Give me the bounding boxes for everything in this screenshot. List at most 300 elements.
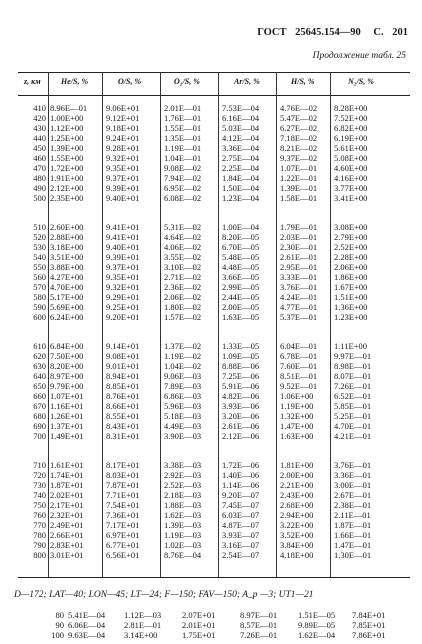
o-cell: 9.35E+01 <box>106 272 140 282</box>
he-cell: 5.41E—04 <box>68 610 106 620</box>
ar-cell: 3.66E—05 <box>222 272 260 282</box>
n2-cell: 3.00E—01 <box>334 480 372 490</box>
n2-cell: 2.79E+00 <box>334 232 368 242</box>
h-cell: 4.76E—02 <box>280 103 318 113</box>
column-ar <box>222 341 274 441</box>
n2-cell: 1.66E—01 <box>334 530 372 540</box>
ar-cell: 4.82E—06 <box>222 391 260 401</box>
altitude-cell: 610 <box>33 341 46 351</box>
n2-cell: 4.21E—01 <box>334 431 372 441</box>
h-cell: 1.32E+00 <box>280 411 314 421</box>
o2-cell: 1.02E—03 <box>164 540 202 550</box>
he-cell: 4.27E+00 <box>50 272 84 282</box>
o2-cell: 1.04E—01 <box>164 153 202 163</box>
column-header-o: O/S, % <box>118 77 142 86</box>
o-cell: 9.06E+01 <box>106 103 140 113</box>
n2-cell: 3.36E—01 <box>334 470 372 480</box>
he-cell: 4.70E+00 <box>50 282 84 292</box>
o-cell: 8.94E+01 <box>106 371 140 381</box>
o-cell: 9.35E+01 <box>106 163 140 173</box>
ar-cell: 8.20E—05 <box>222 232 260 242</box>
ar-cell: 7.45E—07 <box>222 500 260 510</box>
n2-cell: 1.87E—01 <box>334 520 372 530</box>
o2-cell: 1.35E—01 <box>164 133 202 143</box>
h-cell: 7.60E—01 <box>280 361 318 371</box>
ar-cell: 2.99E—05 <box>222 282 260 292</box>
altitude-cell: 790 <box>33 540 46 550</box>
ar-cell: 3.93E—07 <box>222 530 260 540</box>
column-o <box>106 341 158 441</box>
column-ar <box>240 610 292 640</box>
altitude-cell: 500 <box>33 193 46 203</box>
altitude-cell: 570 <box>33 282 46 292</box>
altitude-cell: 660 <box>33 391 46 401</box>
o-cell: 8.66E+01 <box>106 401 140 411</box>
n2-cell: 7.86E+01 <box>352 630 386 640</box>
ar-cell: 7.25E—06 <box>222 371 260 381</box>
column-z <box>20 460 46 560</box>
h-cell: 1.51E—05 <box>298 610 336 620</box>
h-cell: 2.21E+00 <box>280 480 314 490</box>
o2-cell: 3.90E—03 <box>164 431 202 441</box>
o2-cell: 1.04E—02 <box>164 361 202 371</box>
column-ar <box>222 222 274 322</box>
altitude-cell: 560 <box>33 272 46 282</box>
ar-cell: 7.26E—01 <box>240 630 278 640</box>
o-cell: 8.55E+01 <box>106 411 140 421</box>
ar-cell: 1.14E—06 <box>222 480 260 490</box>
o2-cell: 5.31E—02 <box>164 222 202 232</box>
n2-cell: 3.41E+00 <box>334 193 368 203</box>
column-he <box>50 103 100 203</box>
o2-cell: 2.01E—01 <box>164 103 202 113</box>
o2-cell: 1.80E—02 <box>164 302 202 312</box>
o-cell: 8.31E+01 <box>106 431 140 441</box>
column-h <box>280 341 330 441</box>
he-cell: 8.20E+00 <box>50 361 84 371</box>
he-cell: 2.32E+01 <box>50 510 84 520</box>
o-cell: 9.32E+01 <box>106 153 140 163</box>
o-cell: 7.17E+01 <box>106 520 140 530</box>
he-cell: 1.49E+01 <box>50 431 84 441</box>
ar-cell: 2.44E—05 <box>222 292 260 302</box>
h-cell: 2.03E—01 <box>280 232 318 242</box>
n2-cell: 3.76E—01 <box>334 460 372 470</box>
n2-cell: 2.06E+00 <box>334 262 368 272</box>
o2-cell: 5.96E—03 <box>164 401 202 411</box>
o2-cell: 4.64E—02 <box>164 232 202 242</box>
n2-cell: 1.51E+00 <box>334 292 368 302</box>
altitude-cell: 530 <box>33 242 46 252</box>
altitude-cell: 760 <box>33 510 46 520</box>
he-cell: 1.07E+01 <box>50 391 84 401</box>
h-cell: 3.33E—01 <box>280 272 318 282</box>
altitude-cell: 600 <box>33 312 46 322</box>
he-cell: 1.74E+01 <box>50 470 84 480</box>
ar-cell: 1.72E—06 <box>222 460 260 470</box>
n2-cell: 2.38E—01 <box>334 500 372 510</box>
o2-cell: 6.86E—03 <box>164 391 202 401</box>
altitude-cell: 630 <box>33 361 46 371</box>
column-n2 <box>334 103 386 203</box>
o2-cell: 9.08E—02 <box>164 163 202 173</box>
o-cell: 3.14E+00 <box>124 630 158 640</box>
o-cell: 8.85E+01 <box>106 381 140 391</box>
n2-cell: 7.85E+01 <box>352 620 386 630</box>
altitude-cell: 690 <box>33 421 46 431</box>
n2-cell: 5.85E—01 <box>334 401 372 411</box>
ar-cell: 3.16E—07 <box>222 540 260 550</box>
h-cell: 8.51E—01 <box>280 371 318 381</box>
h-cell: 4.77E—01 <box>280 302 318 312</box>
o2-cell: 1.75E+01 <box>182 630 216 640</box>
o-cell: 8.17E+01 <box>106 460 140 470</box>
n2-cell: 5.61E+00 <box>334 143 368 153</box>
o2-cell: 4.06E—02 <box>164 242 202 252</box>
n2-cell: 7.84E+01 <box>352 610 386 620</box>
column-o2 <box>164 460 216 560</box>
ar-cell: 1.50E—04 <box>222 183 260 193</box>
o-cell: 9.40E+01 <box>106 242 140 252</box>
ar-cell: 8.88E—06 <box>222 361 260 371</box>
o2-cell: 1.57E—02 <box>164 312 202 322</box>
he-cell: 1.25E+00 <box>50 133 84 143</box>
n2-cell: 2.28E+00 <box>334 252 368 262</box>
o-cell: 9.41E+01 <box>106 232 140 242</box>
o2-cell: 1.55E—01 <box>164 123 202 133</box>
ar-cell: 2.54E—07 <box>222 550 260 560</box>
data-block <box>0 460 422 564</box>
o-cell: 9.12E+01 <box>106 113 140 123</box>
h-cell: 2.61E—01 <box>280 252 318 262</box>
table-bottom-rule <box>18 577 410 578</box>
o2-cell: 2.18E—03 <box>164 490 202 500</box>
n2-cell: 1.86E+00 <box>334 272 368 282</box>
column-h <box>280 222 330 322</box>
o2-cell: 1.19E—03 <box>164 530 202 540</box>
he-cell: 9.63E—04 <box>68 630 106 640</box>
o2-cell: 1.39E—03 <box>164 520 202 530</box>
he-cell: 1.16E+01 <box>50 401 84 411</box>
o2-cell: 3.55E—02 <box>164 252 202 262</box>
h-cell: 1.19E+00 <box>280 401 314 411</box>
altitude-cell: 450 <box>33 143 46 153</box>
h-cell: 6.27E—02 <box>280 123 318 133</box>
n2-cell: 7.52E+00 <box>334 113 368 123</box>
ar-cell: 1.63E—05 <box>222 312 260 322</box>
n2-cell: 6.19E+00 <box>334 133 368 143</box>
column-header-o2: O₂/S, % <box>174 77 200 86</box>
h-cell: 1.81E+00 <box>280 460 314 470</box>
h-cell: 1.39E—01 <box>280 183 318 193</box>
n2-cell: 2.67E—01 <box>334 490 372 500</box>
h-cell: 4.24E—01 <box>280 292 318 302</box>
he-cell: 1.72E+00 <box>50 163 84 173</box>
altitude-cell: 590 <box>33 302 46 312</box>
o-cell: 9.18E+01 <box>106 123 140 133</box>
conditions-note: D—172; LAT—40; LON—45; LT—24; F—150; FAV—150; A_p —3; UT1—21 <box>14 590 314 600</box>
o-cell: 9.37E+01 <box>106 262 140 272</box>
ar-cell: 6.16E—04 <box>222 113 260 123</box>
h-cell: 9.52E—01 <box>280 381 318 391</box>
ar-cell: 7.53E—04 <box>222 103 260 113</box>
he-cell: 7.50E+00 <box>50 351 84 361</box>
o2-cell: 7.94E—02 <box>164 173 202 183</box>
h-cell: 5.37E—01 <box>280 312 318 322</box>
ar-cell: 2.00E—05 <box>222 302 260 312</box>
h-cell: 9.89E—05 <box>298 620 336 630</box>
n2-cell: 5.08E+00 <box>334 153 368 163</box>
o2-cell: 6.08E—02 <box>164 193 202 203</box>
column-ar <box>222 460 274 560</box>
h-cell: 5.47E—02 <box>280 113 318 123</box>
data-block <box>0 341 422 445</box>
n2-cell: 5.25E—01 <box>334 411 372 421</box>
ar-cell: 8.57E—01 <box>240 620 278 630</box>
ar-cell: 2.61E—06 <box>222 421 260 431</box>
altitude-cell: 680 <box>33 411 46 421</box>
tail-block <box>18 610 410 644</box>
data-block <box>0 103 422 207</box>
h-cell: 1.07E—01 <box>280 163 318 173</box>
o-cell: 1.12E—03 <box>124 610 162 620</box>
o-cell: 9.39E+01 <box>106 252 140 262</box>
ar-cell: 3.36E—04 <box>222 143 260 153</box>
he-cell: 1.61E+01 <box>50 460 84 470</box>
o-cell: 7.36E+01 <box>106 510 140 520</box>
he-cell: 2.17E+01 <box>50 500 84 510</box>
table-header-rule <box>18 95 410 96</box>
o2-cell: 1.76E—01 <box>164 113 202 123</box>
o2-cell: 2.52E—03 <box>164 480 202 490</box>
o2-cell: 2.71E—02 <box>164 272 202 282</box>
n2-cell: 2.11E—01 <box>334 510 371 520</box>
altitude-cell: 770 <box>33 520 46 530</box>
page-prefix: С. <box>373 27 384 38</box>
he-cell: 8.96E—01 <box>50 103 88 113</box>
ar-cell: 3.93E—06 <box>222 401 260 411</box>
altitude-cell: 580 <box>33 292 46 302</box>
he-cell: 9.79E+00 <box>50 381 84 391</box>
altitude-cell: 740 <box>33 490 46 500</box>
column-o <box>106 460 158 560</box>
o2-cell: 5.18E—03 <box>164 411 202 421</box>
column-header-z: z, км <box>24 77 41 86</box>
o2-cell: 9.06E—03 <box>164 371 202 381</box>
n2-cell: 1.30E—01 <box>334 550 372 560</box>
altitude-cell: 430 <box>33 123 46 133</box>
table-continuation-label: Продолжение табл. 25 <box>312 51 406 61</box>
altitude-cell: 640 <box>33 371 46 381</box>
h-cell: 1.62E—04 <box>298 630 336 640</box>
h-cell: 3.52E+00 <box>280 530 314 540</box>
h-cell: 1.47E+00 <box>280 421 314 431</box>
o2-cell: 3.10E—02 <box>164 262 202 272</box>
altitude-cell: 710 <box>33 460 46 470</box>
h-cell: 2.95E—01 <box>280 262 318 272</box>
o2-cell: 8.76E—04 <box>164 550 202 560</box>
o2-cell: 2.01E+01 <box>182 620 216 630</box>
he-cell: 1.37E+01 <box>50 421 84 431</box>
he-cell: 3.18E+00 <box>50 242 84 252</box>
o-cell: 9.40E+01 <box>106 193 140 203</box>
altitude-cell: 540 <box>33 252 46 262</box>
column-z <box>20 222 46 322</box>
he-cell: 2.02E+01 <box>50 490 84 500</box>
o-cell: 7.54E+01 <box>106 500 140 510</box>
n2-cell: 4.16E+00 <box>334 173 368 183</box>
n2-cell: 6.82E+00 <box>334 123 368 133</box>
column-n2 <box>352 610 404 640</box>
column-z <box>38 610 64 640</box>
ar-cell: 4.12E—04 <box>222 133 260 143</box>
he-cell: 3.01E+01 <box>50 550 84 560</box>
altitude-cell: 780 <box>33 530 46 540</box>
altitude-cell: 650 <box>33 381 46 391</box>
column-n2 <box>334 460 386 560</box>
o-cell: 9.01E+01 <box>106 361 140 371</box>
column-o <box>106 222 158 322</box>
he-cell: 2.88E+00 <box>50 232 84 242</box>
altitude-cell: 750 <box>33 500 46 510</box>
o2-cell: 2.06E—02 <box>164 292 202 302</box>
o2-cell: 1.37E—02 <box>164 341 202 351</box>
altitude-cell: 460 <box>33 153 46 163</box>
he-cell: 6.06E—04 <box>68 620 106 630</box>
h-cell: 2.94E+00 <box>280 510 314 520</box>
ar-cell: 6.03E—07 <box>222 510 260 520</box>
o2-cell: 1.62E—03 <box>164 510 202 520</box>
o-cell: 6.77E+01 <box>106 540 140 550</box>
ar-cell: 5.03E—04 <box>222 123 260 133</box>
column-header-ar: Ar/S, % <box>234 77 260 86</box>
column-o <box>106 103 158 203</box>
column-h <box>280 103 330 203</box>
o-cell: 9.39E+01 <box>106 183 140 193</box>
he-cell: 1.55E+00 <box>50 153 84 163</box>
o2-cell: 2.36E—02 <box>164 282 202 292</box>
he-cell: 1.26E+01 <box>50 411 84 421</box>
column-header-h: H/S, % <box>291 77 315 86</box>
column-he <box>68 610 118 640</box>
altitude-cell: 520 <box>33 232 46 242</box>
h-cell: 3.84E+00 <box>280 540 314 550</box>
o2-cell: 4.49E—03 <box>164 421 202 431</box>
n2-cell: 1.47E—01 <box>334 540 372 550</box>
column-h <box>298 610 348 640</box>
h-cell: 1.58E—01 <box>280 193 318 203</box>
o-cell: 9.14E+01 <box>106 341 140 351</box>
o-cell: 6.97E+01 <box>106 530 140 540</box>
column-he <box>50 341 100 441</box>
n2-cell: 8.28E+00 <box>334 103 368 113</box>
altitude-cell: 480 <box>33 173 46 183</box>
h-cell: 8.21E—02 <box>280 143 318 153</box>
ar-cell: 3.20E—06 <box>222 411 260 421</box>
n2-cell: 8.98E—01 <box>334 361 372 371</box>
h-cell: 2.30E—01 <box>280 242 318 252</box>
altitude-cell: 730 <box>33 480 46 490</box>
h-cell: 1.06E+00 <box>280 391 314 401</box>
h-cell: 3.76E—01 <box>280 282 318 292</box>
he-cell: 3.51E+00 <box>50 252 84 262</box>
altitude-cell: 550 <box>33 262 46 272</box>
he-cell: 2.35E+00 <box>50 193 84 203</box>
altitude-cell: 800 <box>33 550 46 560</box>
he-cell: 6.24E+00 <box>50 312 84 322</box>
h-cell: 3.22E+00 <box>280 520 314 530</box>
he-cell: 5.17E+00 <box>50 292 84 302</box>
column-ar <box>222 103 274 203</box>
h-cell: 1.22E—01 <box>280 173 318 183</box>
he-cell: 5.69E+00 <box>50 302 84 312</box>
ar-cell: 1.33E—05 <box>222 341 260 351</box>
o-cell: 9.41E+01 <box>106 222 140 232</box>
ar-cell: 1.40E—06 <box>222 470 260 480</box>
altitude-cell: 490 <box>33 183 46 193</box>
he-cell: 1.87E+01 <box>50 480 84 490</box>
column-he <box>50 222 100 322</box>
column-z <box>20 341 46 441</box>
altitude-cell: 90 <box>55 620 64 630</box>
ar-cell: 4.48E—05 <box>222 262 260 272</box>
he-cell: 2.66E+01 <box>50 530 84 540</box>
standard-number: 25645.154—90 <box>295 27 361 38</box>
column-header-n2: N₂/S, % <box>348 77 374 86</box>
o-cell: 9.28E+01 <box>106 143 140 153</box>
altitude-cell: 510 <box>33 222 46 232</box>
column-o2 <box>164 341 216 441</box>
h-cell: 2.68E+00 <box>280 500 314 510</box>
h-cell: 1.63E+00 <box>280 431 314 441</box>
n2-cell: 1.23E+00 <box>334 312 368 322</box>
o2-cell: 1.19E—01 <box>164 143 202 153</box>
table-top-rule <box>18 72 410 73</box>
ar-cell: 1.84E—04 <box>222 173 260 183</box>
ar-cell: 6.70E—05 <box>222 242 260 252</box>
altitude-cell: 470 <box>33 163 46 173</box>
altitude-cell: 670 <box>33 401 46 411</box>
page-header <box>251 27 408 38</box>
o-cell: 8.43E+01 <box>106 421 140 431</box>
ar-cell: 1.09E—05 <box>222 351 260 361</box>
o-cell: 9.24E+01 <box>106 133 140 143</box>
altitude-cell: 700 <box>33 431 46 441</box>
o-cell: 9.37E+01 <box>106 173 140 183</box>
n2-cell: 4.60E+00 <box>334 163 368 173</box>
column-o2 <box>182 610 234 640</box>
o2-cell: 1.88E—03 <box>164 500 202 510</box>
n2-cell: 8.07E—01 <box>334 371 372 381</box>
o2-cell: 6.95E—02 <box>164 183 202 193</box>
altitude-cell: 420 <box>33 113 46 123</box>
o-cell: 7.71E+01 <box>106 490 140 500</box>
he-cell: 1.39E+00 <box>50 143 84 153</box>
altitude-cell: 80 <box>55 610 64 620</box>
n2-cell: 3.77E+00 <box>334 183 368 193</box>
ar-cell: 9.20E—07 <box>222 490 260 500</box>
standard-label: ГОСТ <box>257 27 287 38</box>
o-cell: 9.32E+01 <box>106 282 140 292</box>
page-number: 201 <box>392 27 408 38</box>
ar-cell: 1.00E—04 <box>222 222 260 232</box>
n2-cell: 1.11E+00 <box>334 341 368 351</box>
altitude-cell: 720 <box>33 470 46 480</box>
column-z <box>20 103 46 203</box>
o-cell: 9.08E+01 <box>106 351 140 361</box>
he-cell: 1.91E+00 <box>50 173 84 183</box>
o-cell: 8.76E+01 <box>106 391 140 401</box>
